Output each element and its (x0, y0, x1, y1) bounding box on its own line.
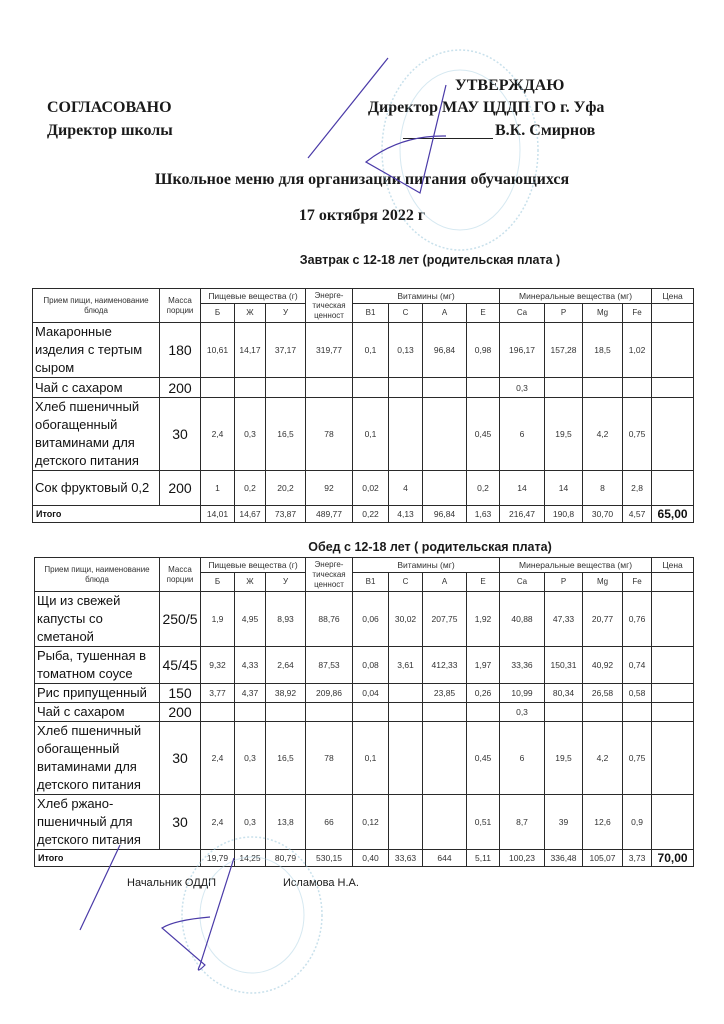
total-row (35, 850, 694, 867)
cell-mg: 18,5 (583, 323, 623, 378)
col-header-minerals: Минеральные вещества (мг) (500, 289, 652, 304)
cell-c (389, 703, 423, 722)
cell-b: 3,77 (201, 684, 235, 703)
cell-zh: 4,33 (235, 647, 266, 684)
col-header-fat: Ж (235, 304, 266, 323)
document-date: 17 октября 2022 г (298, 207, 426, 224)
agreed-position: Директор школы (47, 122, 173, 139)
col-header-carbs: У (266, 573, 306, 592)
cell-c: 4 (389, 471, 423, 506)
col-header-ca: Ca (500, 304, 545, 323)
cell-p: 19,5 (545, 722, 583, 795)
col-header-c: C (389, 573, 423, 592)
cell-fe: 0,9 (623, 795, 652, 850)
total-row (33, 506, 694, 523)
table-row (35, 684, 694, 703)
lunch-table (34, 557, 694, 867)
col-header-price: Цена (652, 289, 694, 304)
cell-u: 20,2 (266, 471, 306, 506)
col-header-dish: Прием пищи, наименование блюда (35, 558, 160, 592)
cell-zh: 0,2 (235, 471, 266, 506)
cell-c: 3,61 (389, 647, 423, 684)
cell-b1 (353, 703, 389, 722)
col-header-fe: Fe (623, 304, 652, 323)
cell-zh: 0,3 (235, 398, 266, 471)
cell-e (467, 703, 500, 722)
dish-name: Рыба, тушенная в томатном соусе (35, 647, 160, 684)
cell-fe: 2,8 (623, 471, 652, 506)
col-header-fe: Fe (623, 573, 652, 592)
cell-zh: 0,3 (235, 722, 266, 795)
cell-e: 0,45 (467, 722, 500, 795)
cell-e (467, 378, 500, 398)
cell-price (652, 323, 694, 378)
cell-p: 19,5 (545, 398, 583, 471)
cell-e: 1,92 (467, 592, 500, 647)
col-header-c: C (389, 304, 423, 323)
cell-a: 96,84 (423, 323, 467, 378)
cell-energy: 87,53 (306, 647, 353, 684)
cell-zh (235, 378, 266, 398)
cell-p: 157,28 (545, 323, 583, 378)
cell-ca: 8,7 (500, 795, 545, 850)
col-header-minerals: Минеральные вещества (мг) (500, 558, 652, 573)
total-c: 33,63 (389, 850, 423, 867)
col-header-a: A (423, 573, 467, 592)
table-row (33, 398, 694, 471)
portion-mass: 30 (160, 795, 201, 850)
cell-energy: 78 (306, 722, 353, 795)
col-header-protein: Б (201, 573, 235, 592)
cell-b1: 0,04 (353, 684, 389, 703)
cell-fe: 1,02 (623, 323, 652, 378)
dish-name: Хлеб ржано-пшеничный для детского питания (35, 795, 160, 850)
cell-mg: 4,2 (583, 398, 623, 471)
cell-mg: 12,6 (583, 795, 623, 850)
total-fe: 3,73 (623, 850, 652, 867)
cell-fe (623, 703, 652, 722)
col-header-a: A (423, 304, 467, 323)
total-c: 4,13 (389, 506, 423, 523)
cell-b1: 0,1 (353, 323, 389, 378)
cell-u: 16,5 (266, 398, 306, 471)
cell-zh: 14,17 (235, 323, 266, 378)
cell-mg (583, 378, 623, 398)
cell-p: 14 (545, 471, 583, 506)
breakfast-title: Завтрак с 12-18 лет (родительская плата ) (299, 253, 561, 267)
cell-b: 2,4 (201, 722, 235, 795)
cell-b1: 0,1 (353, 398, 389, 471)
cell-b: 2,4 (201, 398, 235, 471)
cell-b: 1,9 (201, 592, 235, 647)
col-header-energy: Энерге-тическая ценност (306, 289, 353, 323)
total-b: 14,01 (201, 506, 235, 523)
table-row (35, 722, 694, 795)
cell-b1: 0,08 (353, 647, 389, 684)
cell-a: 412,33 (423, 647, 467, 684)
cell-b (201, 378, 235, 398)
cell-b: 1 (201, 471, 235, 506)
cell-u (266, 703, 306, 722)
cell-b: 9,32 (201, 647, 235, 684)
footer-role: Начальник ОДДП (127, 877, 217, 889)
cell-u: 37,17 (266, 323, 306, 378)
cell-c (389, 378, 423, 398)
cell-fe: 0,74 (623, 647, 652, 684)
total-b: 19,79 (201, 850, 235, 867)
total-label: Итого (35, 850, 201, 867)
cell-c: 30,02 (389, 592, 423, 647)
cell-e: 0,2 (467, 471, 500, 506)
table-row (33, 378, 694, 398)
total-u: 73,87 (266, 506, 306, 523)
col-header-b1: B1 (353, 573, 389, 592)
col-header-e: E (467, 573, 500, 592)
cell-mg (583, 703, 623, 722)
approved-name: В.К. Смирнов (495, 122, 596, 139)
col-header-p: P (545, 573, 583, 592)
cell-price (652, 471, 694, 506)
col-header-mass: Масса порции (160, 558, 201, 592)
col-header-ca: Ca (500, 573, 545, 592)
cell-price (652, 398, 694, 471)
cell-u: 13,8 (266, 795, 306, 850)
cell-u: 16,5 (266, 722, 306, 795)
signature-line (403, 138, 493, 139)
cell-ca: 0,3 (500, 703, 545, 722)
cell-b1: 0,12 (353, 795, 389, 850)
col-header-p: P (545, 304, 583, 323)
total-ca: 216,47 (500, 506, 545, 523)
col-header-price: Цена (652, 558, 694, 573)
total-a: 644 (423, 850, 467, 867)
cell-u: 8,93 (266, 592, 306, 647)
col-header-price-sub (652, 304, 694, 323)
cell-p: 150,31 (545, 647, 583, 684)
cell-price (652, 592, 694, 647)
col-header-vitamins: Витамины (мг) (353, 558, 500, 573)
dish-name: Хлеб пшеничный обогащенный витаминами для детского питания (35, 722, 160, 795)
cell-price (652, 684, 694, 703)
cell-fe: 0,58 (623, 684, 652, 703)
cell-energy: 209,86 (306, 684, 353, 703)
cell-b1: 0,1 (353, 722, 389, 795)
approved-title: УТВЕРЖДАЮ (455, 77, 565, 94)
cell-price (652, 378, 694, 398)
table-row (33, 323, 694, 378)
dish-name: Чай с сахаром (33, 378, 160, 398)
cell-p (545, 378, 583, 398)
portion-mass: 180 (160, 323, 201, 378)
cell-b1 (353, 378, 389, 398)
cell-u: 2,64 (266, 647, 306, 684)
dish-name: Сок фруктовый 0,2 (33, 471, 160, 506)
cell-b1: 0,06 (353, 592, 389, 647)
total-p: 336,48 (545, 850, 583, 867)
table-row (35, 592, 694, 647)
agreed-title: СОГЛАСОВАНО (47, 99, 172, 116)
total-e: 1,63 (467, 506, 500, 523)
cell-e: 0,45 (467, 398, 500, 471)
cell-u: 38,92 (266, 684, 306, 703)
cell-ca: 14 (500, 471, 545, 506)
table-row (35, 647, 694, 684)
approved-position: Директор МАУ ЦДДП ГО г. Уфа (368, 99, 605, 116)
total-a: 96,84 (423, 506, 467, 523)
cell-energy: 88,76 (306, 592, 353, 647)
cell-e: 0,98 (467, 323, 500, 378)
cell-fe: 0,76 (623, 592, 652, 647)
col-header-e: E (467, 304, 500, 323)
col-header-energy: Энерге-тическая ценност (306, 558, 353, 592)
portion-mass: 200 (160, 703, 201, 722)
cell-p: 80,34 (545, 684, 583, 703)
total-zh: 14,67 (235, 506, 266, 523)
cell-u (266, 378, 306, 398)
portion-mass: 30 (160, 722, 201, 795)
cell-a: 23,85 (423, 684, 467, 703)
cell-a (423, 471, 467, 506)
cell-c (389, 795, 423, 850)
dish-name: Макаронные изделия с тертым сыром (33, 323, 160, 378)
col-header-nutrients: Пищевые вещества (г) (201, 558, 306, 573)
dish-name: Чай с сахаром (35, 703, 160, 722)
cell-b1: 0,02 (353, 471, 389, 506)
cell-price (652, 647, 694, 684)
total-p: 190,8 (545, 506, 583, 523)
cell-fe (623, 378, 652, 398)
cell-price (652, 703, 694, 722)
cell-a (423, 795, 467, 850)
cell-ca: 0,3 (500, 378, 545, 398)
table-row (33, 471, 694, 506)
portion-mass: 200 (160, 471, 201, 506)
col-header-mg: Mg (583, 573, 623, 592)
col-header-dish: Прием пищи, наименование блюда (33, 289, 160, 323)
cell-b: 2,4 (201, 795, 235, 850)
total-price: 70,00 (652, 850, 694, 867)
cell-zh (235, 703, 266, 722)
table-row (35, 703, 694, 722)
col-header-fat: Ж (235, 573, 266, 592)
portion-mass: 250/5 (160, 592, 201, 647)
cell-ca: 196,17 (500, 323, 545, 378)
cell-a (423, 378, 467, 398)
cell-energy: 92 (306, 471, 353, 506)
portion-mass: 150 (160, 684, 201, 703)
cell-a (423, 703, 467, 722)
col-header-price-sub (652, 573, 694, 592)
cell-energy: 319,77 (306, 323, 353, 378)
cell-ca: 33,36 (500, 647, 545, 684)
cell-p: 39 (545, 795, 583, 850)
cell-zh: 0,3 (235, 795, 266, 850)
total-fe: 4,57 (623, 506, 652, 523)
table-row (35, 795, 694, 850)
total-label: Итого (33, 506, 201, 523)
total-mg: 105,07 (583, 850, 623, 867)
col-header-mass: Масса порции (160, 289, 201, 323)
total-mg: 30,70 (583, 506, 623, 523)
total-energy: 530,15 (306, 850, 353, 867)
cell-price (652, 795, 694, 850)
total-energy: 489,77 (306, 506, 353, 523)
portion-mass: 200 (160, 378, 201, 398)
total-b1: 0,40 (353, 850, 389, 867)
cell-price (652, 722, 694, 795)
cell-mg: 4,2 (583, 722, 623, 795)
cell-ca: 40,88 (500, 592, 545, 647)
dish-name: Рис припущенный (35, 684, 160, 703)
portion-mass: 30 (160, 398, 201, 471)
document-title: Школьное меню для организации питания обучающихся (154, 171, 570, 188)
cell-fe: 0,75 (623, 398, 652, 471)
cell-mg: 40,92 (583, 647, 623, 684)
total-ca: 100,23 (500, 850, 545, 867)
cell-c (389, 684, 423, 703)
cell-ca: 10,99 (500, 684, 545, 703)
cell-fe: 0,75 (623, 722, 652, 795)
cell-b: 10,61 (201, 323, 235, 378)
cell-energy (306, 378, 353, 398)
cell-c (389, 722, 423, 795)
cell-mg: 20,77 (583, 592, 623, 647)
total-zh: 14,25 (235, 850, 266, 867)
col-header-nutrients: Пищевые вещества (г) (201, 289, 306, 304)
cell-c (389, 398, 423, 471)
cell-ca: 6 (500, 398, 545, 471)
lunch-title: Обед с 12-18 лет ( родительская плата) (308, 540, 552, 554)
cell-ca: 6 (500, 722, 545, 795)
cell-a (423, 398, 467, 471)
cell-a: 207,75 (423, 592, 467, 647)
cell-energy: 78 (306, 398, 353, 471)
cell-e: 0,26 (467, 684, 500, 703)
portion-mass: 45/45 (160, 647, 201, 684)
col-header-vitamins: Витамины (мг) (353, 289, 500, 304)
cell-zh: 4,37 (235, 684, 266, 703)
cell-e: 1,97 (467, 647, 500, 684)
cell-c: 0,13 (389, 323, 423, 378)
col-header-mg: Mg (583, 304, 623, 323)
col-header-carbs: У (266, 304, 306, 323)
col-header-protein: Б (201, 304, 235, 323)
breakfast-table (32, 288, 694, 523)
cell-a (423, 722, 467, 795)
cell-e: 0,51 (467, 795, 500, 850)
cell-energy (306, 703, 353, 722)
cell-p: 47,33 (545, 592, 583, 647)
cell-mg: 26,58 (583, 684, 623, 703)
cell-mg: 8 (583, 471, 623, 506)
total-u: 80,79 (266, 850, 306, 867)
cell-energy: 66 (306, 795, 353, 850)
dish-name: Щи из свежей капусты со сметаной (35, 592, 160, 647)
total-b1: 0,22 (353, 506, 389, 523)
cell-zh: 4,95 (235, 592, 266, 647)
col-header-b1: B1 (353, 304, 389, 323)
total-price: 65,00 (652, 506, 694, 523)
cell-b (201, 703, 235, 722)
footer-name: Исламова Н.А. (283, 877, 359, 889)
total-e: 5,11 (467, 850, 500, 867)
dish-name: Хлеб пшеничный обогащенный витаминами для детского питания (33, 398, 160, 471)
cell-p (545, 703, 583, 722)
